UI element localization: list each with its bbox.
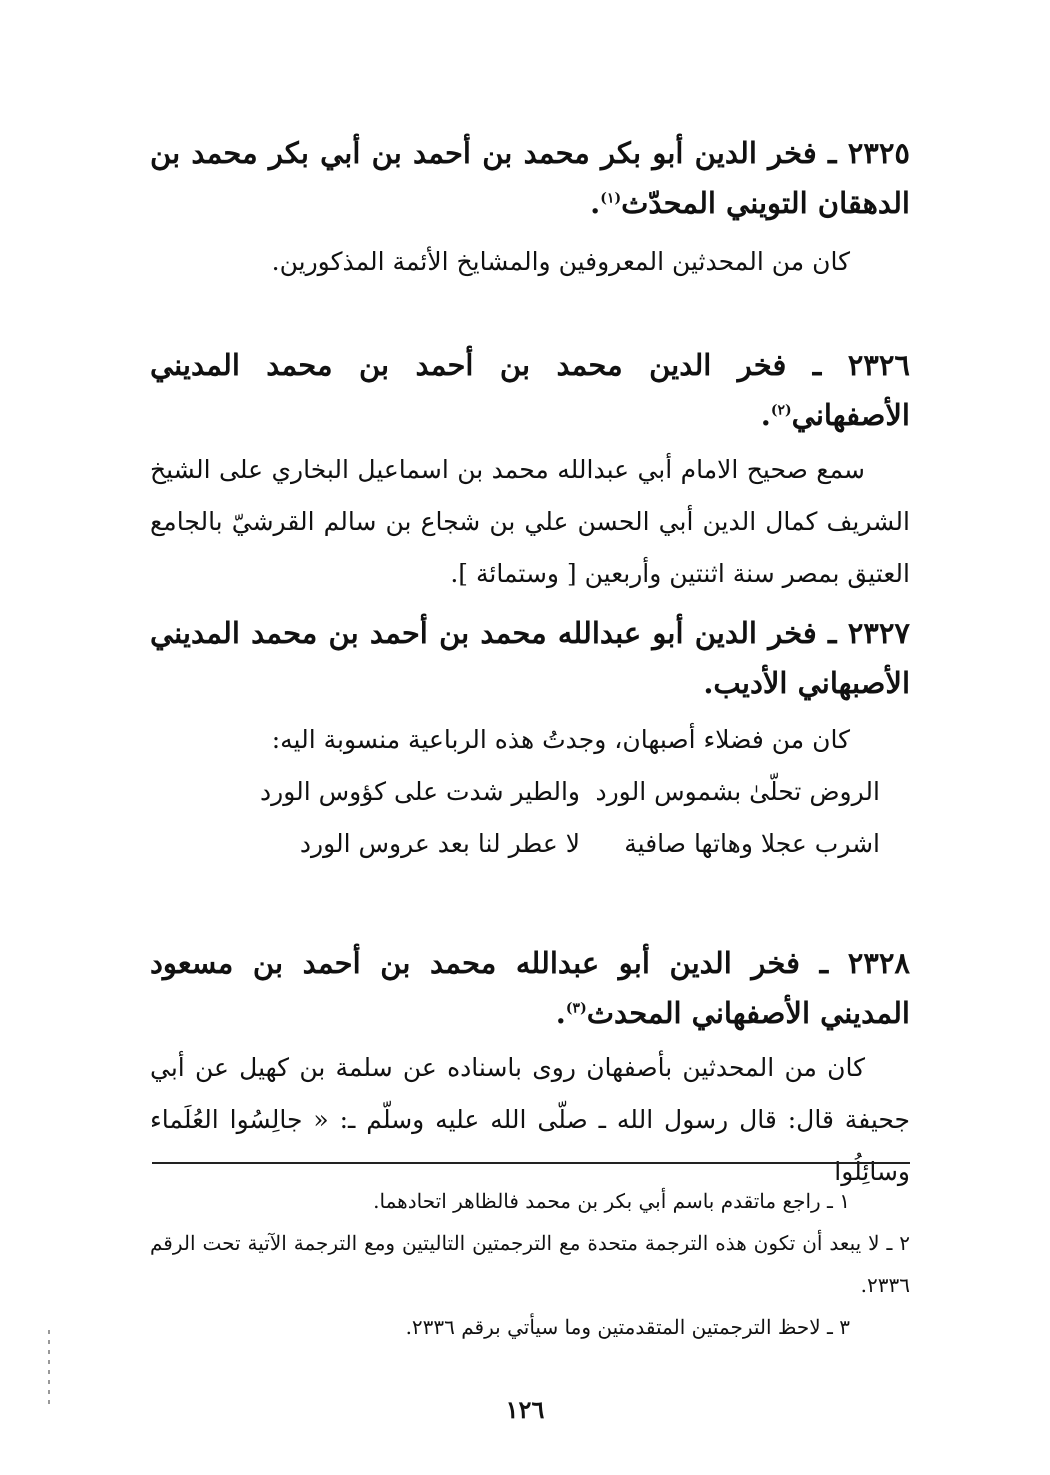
- entry-heading: [150, 128, 910, 228]
- footnote-ref[interactable]: (٣): [565, 1000, 587, 1017]
- entry-heading: [150, 340, 910, 440]
- entry-text: سمع صحيح الامام أبي عبدالله محمد بن اسماعيل البخاري على الشيخ الشريف كمال الدين أبي الحسن علي بن شجاع بن سالم القرشيّ بالجامع العتيق بمصر سنة اثنتين وأربعين [ وستمائة ].: [150, 455, 910, 588]
- entry-2326: [150, 340, 910, 600]
- footnote-1: ١ ـ راجع ماتقدم باسم أبي بكر بن محمد فالظاهر اتحادهما.: [373, 1189, 850, 1213]
- entry-2328: [150, 938, 910, 1198]
- hemistich: الروض تحلّىٰ بشموس الورد: [595, 777, 880, 806]
- entry-heading: [150, 938, 910, 1038]
- hemistich: اشرب عجلا وهاتها صافية: [624, 829, 880, 858]
- entry-text: كان من المحدثين المعروفين والمشايخ الأئمة المذكورين.: [271, 247, 850, 276]
- heading-end: .: [760, 398, 771, 432]
- heading-end: .: [590, 186, 601, 220]
- entry-text: كان من المحدثين بأصفهان روى باسناده عن سلمة بن كهيل عن أبي جحيفة قال: قال رسول الله ـ صلّى الله عليه وسلّم ـ: « جالِسُوا العُلَماء وسائِلُوا: [150, 1053, 910, 1186]
- poem-line: [150, 766, 910, 818]
- entry-2327: [150, 608, 910, 870]
- hemistich: لا عطر لنا بعد عروس الورد: [299, 829, 580, 858]
- quatrain: [150, 766, 910, 870]
- hemistich: والطير شدت على كؤوس الورد: [260, 777, 580, 806]
- footnote-divider: [152, 1162, 910, 1164]
- entry-heading: ٢٣٢٧ ـ فخر الدين أبو عبدالله محمد بن أحمد بن محمد المديني الأصبهاني الأديب.: [150, 616, 910, 700]
- scan-edge-mark: [48, 1330, 50, 1410]
- heading-text: ٢٣٢٥ ـ فخر الدين أبو بكر محمد بن أحمد بن أبي بكر محمد بن الدهقان التويني المحدّث: [150, 136, 910, 220]
- heading-text: ٢٣٢٨ ـ فخر الدين أبو عبدالله محمد بن أحمد بن مسعود المديني الأصفهاني المحدث: [150, 946, 910, 1030]
- heading-end: .: [555, 996, 566, 1030]
- entry-2325: [150, 128, 910, 288]
- footnote-2: ٢ ـ لا يبعد أن تكون هذه الترجمة متحدة مع الترجمتين التاليتين ومع الترجمة الآتية تحت الرقم ٢٣٣٦.: [150, 1231, 910, 1297]
- poem-line: [150, 818, 910, 870]
- footnote-ref[interactable]: (٢): [770, 402, 792, 419]
- footnotes: [150, 1180, 910, 1348]
- heading-text: ٢٣٢٦ ـ فخر الدين محمد بن أحمد بن محمد المديني الأصفهاني: [150, 348, 910, 432]
- page-number: ١٢٦: [505, 1395, 545, 1424]
- entry-text: كان من فضلاء أصبهان، وجدتُ هذه الرباعية منسوبة اليه:: [271, 725, 850, 754]
- footnote-ref[interactable]: (١): [600, 190, 622, 207]
- footnote-3: ٣ ـ لاحظ الترجمتين المتقدمتين وما سيأتي برقم ٢٣٣٦.: [405, 1315, 850, 1339]
